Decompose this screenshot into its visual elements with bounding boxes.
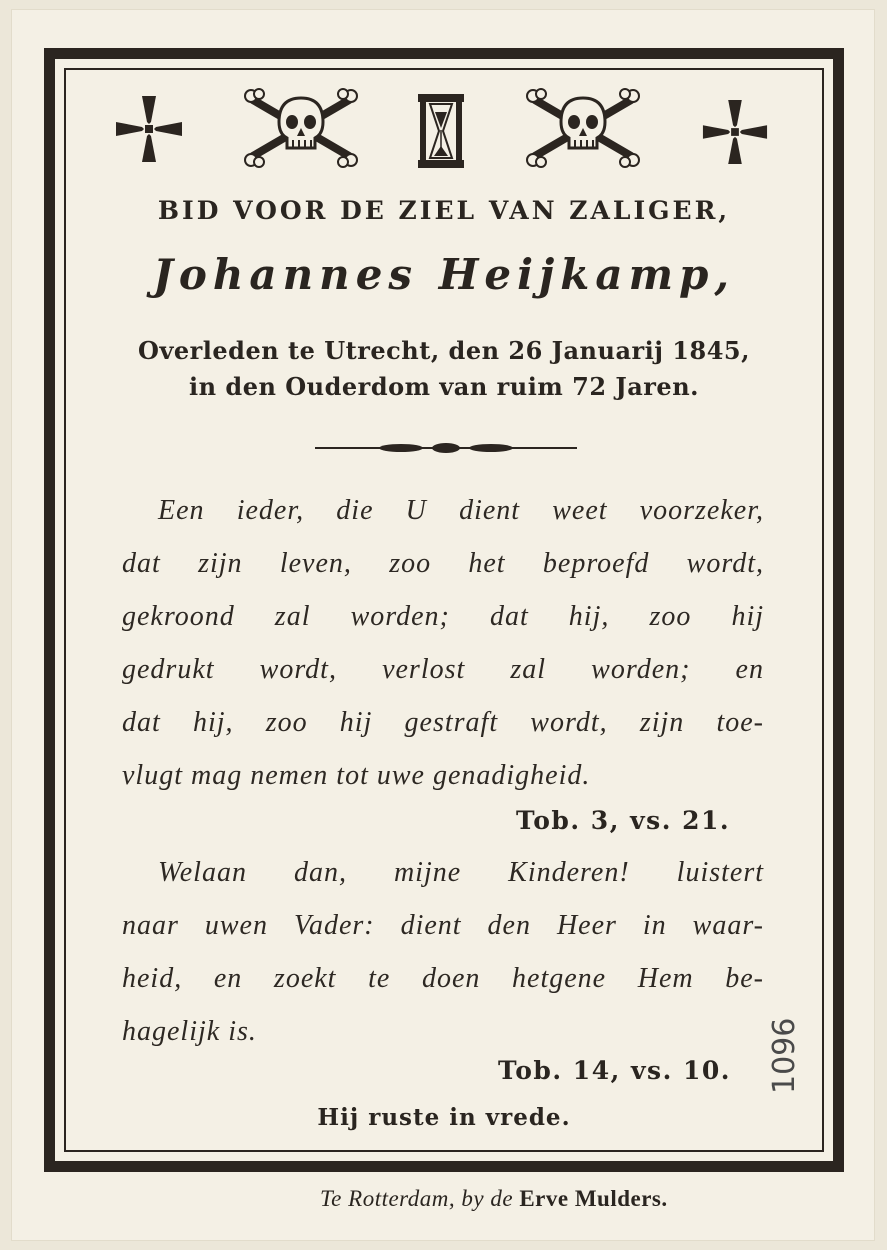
verse-line: naar uwen Vader: dient den Heer in waar-	[122, 910, 764, 941]
rest-in-peace: Hij ruste in vrede.	[317, 1104, 571, 1131]
scripture-reference: Tob. 3, vs. 21.	[516, 806, 731, 835]
printer-place: Te Rotterdam, by de	[320, 1186, 514, 1211]
handwritten-inventory-number	[762, 1016, 812, 1096]
cross-pattee-icon	[114, 94, 184, 164]
verse-line: vlugt mag nemen tot uwe genadigheid.	[122, 760, 591, 791]
card-header: BID VOOR DE ZIEL VAN ZALIGER,	[157, 196, 731, 225]
verse-line: gekroond zal worden; dat hij, zoo hij	[122, 601, 764, 632]
verse-line: dat zijn leven, zoo het beproefd wordt,	[122, 548, 764, 579]
handwritten-number-text: 1096	[767, 1017, 802, 1094]
verse-line: heid, en zoekt te doen hetgene Hem be-	[122, 963, 764, 994]
verse-line: hagelijk is.	[122, 1016, 257, 1047]
hourglass-icon	[416, 92, 466, 170]
verse-passage-1	[122, 484, 764, 802]
verse-line: Welaan dan, mijne Kinderen! luistert	[158, 857, 764, 888]
scripture-reference: Tob. 14, vs. 10.	[498, 1056, 731, 1085]
age-line: in den Ouderdom van ruim 72 Jaren.	[188, 372, 699, 401]
printer-name: Erve Mulders.	[519, 1186, 668, 1211]
skull-crossbones-icon	[243, 88, 359, 168]
printer-imprint	[320, 1186, 668, 1212]
ornament-row	[100, 88, 790, 180]
verse-passage-2	[122, 846, 764, 1058]
skull-crossbones-icon	[525, 88, 641, 168]
verse-line: gedrukt wordt, verlost zal worden; en	[122, 654, 764, 685]
ornamental-divider	[315, 441, 577, 455]
verse-line: dat hij, zoo hij gestraft wordt, zijn toe-	[122, 707, 764, 738]
death-line: Overleden te Utrecht, den 26 Januarij 1845,	[138, 336, 750, 365]
verse-line: Een ieder, die U dient weet voorzeker,	[158, 495, 764, 526]
cross-pattee-icon	[701, 98, 769, 166]
deceased-name: Johannes Heijkamp,	[153, 250, 735, 299]
